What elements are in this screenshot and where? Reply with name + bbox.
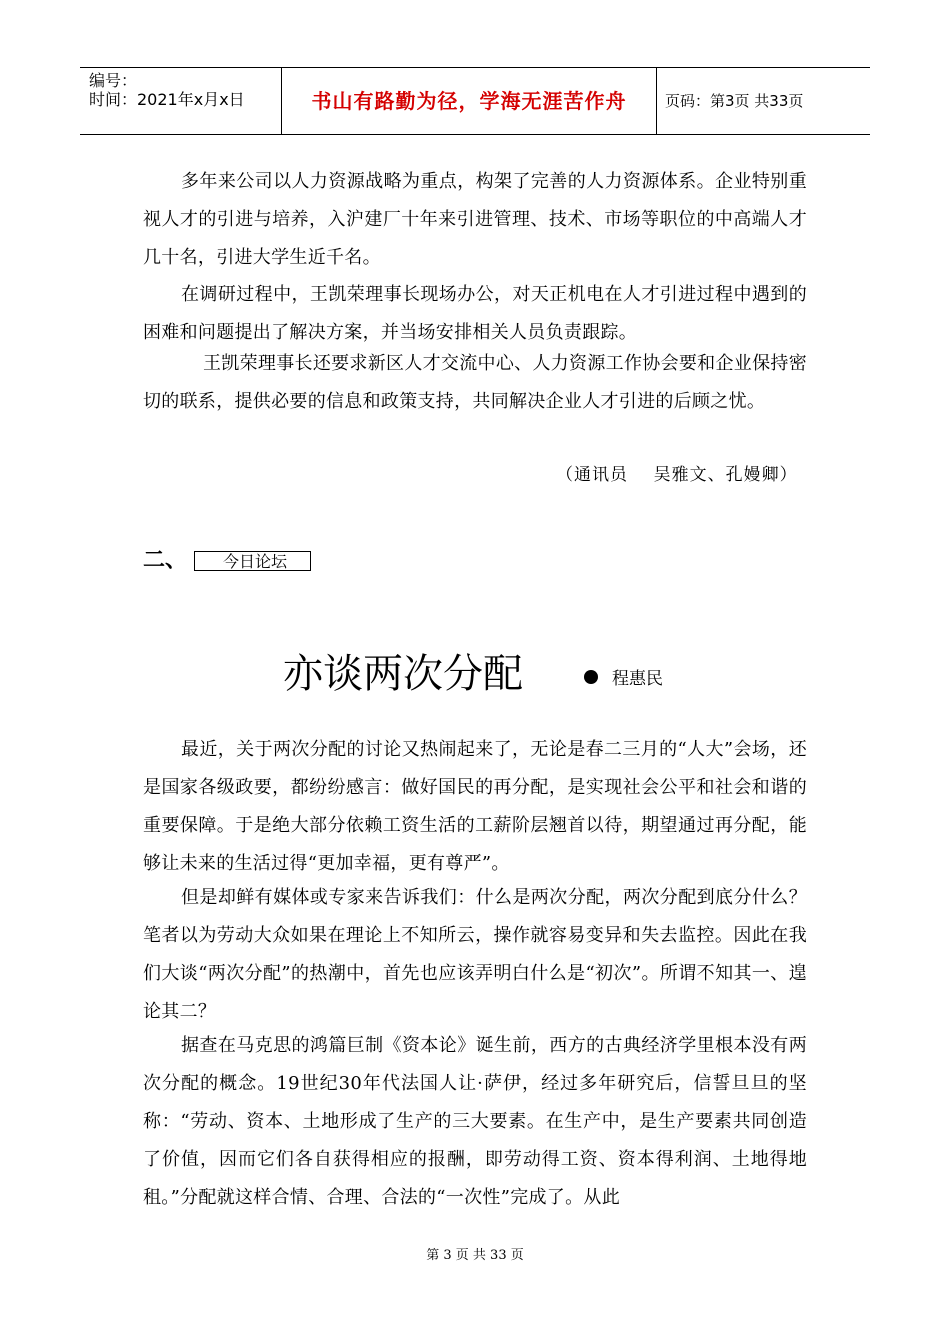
header-time: 时间：2021年x月x日	[89, 90, 245, 109]
section-heading: 今日论坛	[194, 551, 311, 571]
paragraph: 但是却鲜有媒体或专家来告诉我们：什么是两次分配，两次分配到底分什么？笔者以为劳动大众如果在理论上不知所云，操作就容易变异和失去监控。因此在我们大谈“两次分配”的热潮中，首先也应该弄明白什么是“初次”。所谓不知其一、遑论其二？	[143, 887, 807, 1022]
page-header	[80, 67, 870, 135]
section-number: 二、	[143, 548, 188, 573]
paragraph: 据查在马克思的鸿篇巨制《资本论》诞生前，西方的古典经济学里根本没有两次分配的概念。19世纪30年代法国人让·萨伊，经过多年研究后，信誓旦旦的坚称：“劳动、资本、土地形成了生产的三大要素。在生产中，是生产要素共同创造了价值，因而它们各自获得相应的报酬，即劳动得工资、资本得利润、土地得地租。”分配就这样合情、合理、合法的“一次性”完成了。从此	[143, 1035, 807, 1208]
paragraph: 多年来公司以人力资源战略为重点，构架了完善的人力资源体系。企业特别重视人才的引进与培养，入沪建厂十年来引进管理、技术、市场等职位的中高端人才几十名，引进大学生近千名。	[143, 171, 807, 268]
header-number: 编号：	[89, 71, 138, 90]
page-footer: 第 3 页 共 33 页	[426, 1248, 524, 1263]
paragraph: 最近，关于两次分配的讨论又热闹起来了，无论是春二三月的“人大”会场，还是国家各级政要，都纷纷感言：做好国民的再分配，是实现社会公平和社会和谐的重要保障。于是绝大部分依赖工资生活的工薪阶层翘首以待，期望通过再分配，能够让未来的生活过得“更加幸福，更有尊严”。	[143, 739, 807, 874]
bullet-icon	[584, 670, 598, 684]
header-motto: 书山有路勤为径，学海无涯苦作舟	[282, 68, 657, 134]
article-title: 亦谈两次分配	[283, 651, 523, 697]
paragraph: 王凯荣理事长还要求新区人才交流中心、人力资源工作协会要和企业保持密切的联系，提供必要的信息和政策支持，共同解决企业人才引进的后顾之忧。	[143, 353, 807, 412]
paragraph: 在调研过程中，王凯荣理事长现场办公，对天正机电在人才引进过程中遇到的困难和问题提出了解决方案，并当场安排相关人员负责跟踪。	[143, 284, 807, 343]
article-author: 程惠民	[612, 669, 663, 689]
reporter-byline: （通讯员 吴雅文、孔嫚卿）	[556, 465, 798, 485]
header-page-info: 页码：第3页 共33页	[665, 92, 804, 110]
header-meta	[80, 68, 282, 134]
